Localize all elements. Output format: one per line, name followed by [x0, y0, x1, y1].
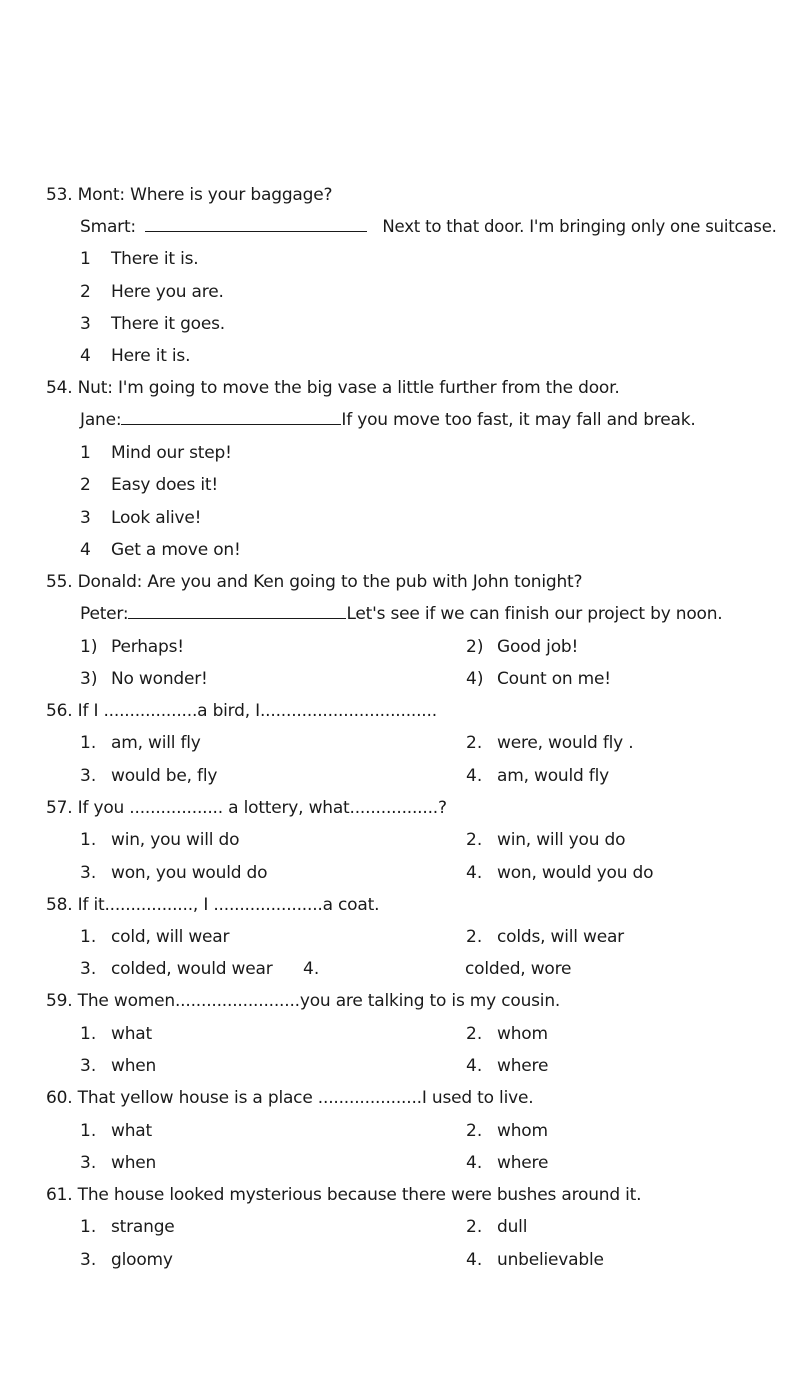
option-text: would be, fly: [111, 766, 218, 786]
option-number: 2.: [466, 1217, 483, 1237]
question-number: 57.: [46, 798, 73, 818]
option-text: won, would you do: [497, 863, 654, 883]
option-number: 1.: [80, 1024, 97, 1044]
option-text: strange: [111, 1217, 175, 1237]
option-number: 3.: [80, 766, 97, 786]
question-53-response: [80, 216, 777, 238]
option-number: 2.: [466, 830, 483, 850]
option-text: Good job!: [497, 637, 579, 657]
option-number: 2.: [466, 733, 483, 753]
question-number: 59.: [46, 991, 73, 1011]
question-text: Mont: Where is your baggage?: [77, 185, 333, 205]
question-number: 53.: [46, 185, 73, 205]
option-number: 3.: [80, 1250, 97, 1270]
option-number: 2): [466, 637, 484, 657]
question-58-stem: [46, 894, 379, 916]
speaker-label: Jane:: [80, 410, 122, 430]
option-text: There it goes.: [111, 314, 226, 334]
question-53-stem: [46, 184, 332, 206]
option-number: 2.: [466, 927, 483, 947]
option-text: Count on me!: [497, 669, 611, 689]
option-number: 1.: [80, 927, 97, 947]
question-number: 55.: [46, 572, 73, 592]
option-text: Here you are.: [111, 282, 224, 302]
option-number: 2.: [466, 1024, 483, 1044]
question-text: Donald: Are you and Ken going to the pub with John tonight?: [77, 572, 583, 592]
response-text: If you move too fast, it may fall and break.: [341, 410, 696, 430]
question-text: If I ..................a bird, I..................................: [77, 701, 437, 721]
option-text: were, would fly .: [497, 733, 634, 753]
option-number: 1.: [80, 1121, 97, 1141]
option-text: am, would fly: [497, 766, 609, 786]
option-text: what: [111, 1121, 152, 1141]
answer-blank: [128, 603, 346, 619]
option-text: whom: [497, 1024, 548, 1044]
question-59-stem: [46, 990, 560, 1012]
option-text: am, will fly: [111, 733, 201, 753]
question-number: 58.: [46, 895, 73, 915]
option-text: where: [497, 1056, 549, 1076]
option-text: Look alive!: [111, 508, 202, 528]
option-number: 2.: [466, 1121, 483, 1141]
option-text: No wonder!: [111, 669, 208, 689]
option-number: 4.: [466, 1056, 483, 1076]
option-text: gloomy: [111, 1250, 173, 1270]
option-number: 2: [80, 475, 91, 495]
option-number: 4: [80, 346, 91, 366]
question-text: If it................., I .....................a coat.: [77, 895, 380, 915]
response-text: Next to that door. I'm bringing only one suitcase.: [382, 217, 777, 236]
speaker-label: Peter:: [80, 604, 129, 624]
option-number: 3: [80, 508, 91, 528]
option-number: 1): [80, 637, 98, 657]
speaker-label: Smart:: [80, 217, 136, 237]
option-text: win, will you do: [497, 830, 626, 850]
option-number: 4.: [303, 959, 320, 979]
option-number: 4): [466, 669, 484, 689]
question-54-stem: [46, 377, 620, 399]
option-number: 3.: [80, 863, 97, 883]
question-text: That yellow house is a place ....................I used to live.: [77, 1088, 534, 1108]
response-text: Let's see if we can finish our project by noon.: [346, 604, 723, 624]
question-55-stem: [46, 571, 582, 593]
question-number: 61.: [46, 1185, 73, 1205]
option-text: what: [111, 1024, 152, 1044]
question-61-stem: [46, 1184, 641, 1206]
option-number: 3.: [80, 959, 97, 979]
option-number: 4: [80, 540, 91, 560]
question-number: 56.: [46, 701, 73, 721]
question-56-stem: [46, 700, 437, 722]
option-text: dull: [497, 1217, 528, 1237]
question-text: The women........................you are talking to is my cousin.: [77, 991, 561, 1011]
option-text: cold, will wear: [111, 927, 230, 947]
option-text: Easy does it!: [111, 475, 218, 495]
option-text: when: [111, 1153, 157, 1173]
option-text: Here it is.: [111, 346, 191, 366]
option-number: 2: [80, 282, 91, 302]
option-number: 1.: [80, 1217, 97, 1237]
question-number: 54.: [46, 378, 73, 398]
option-text: unbelievable: [497, 1250, 604, 1270]
question-text: If you .................. a lottery, what.................?: [77, 798, 447, 818]
option-text: where: [497, 1153, 549, 1173]
question-57-stem: [46, 797, 447, 819]
option-number: 4.: [466, 766, 483, 786]
option-number: 4.: [466, 1250, 483, 1270]
option-number: 4.: [466, 1153, 483, 1173]
option-text: Perhaps!: [111, 637, 184, 657]
option-text: colds, will wear: [497, 927, 624, 947]
question-text: The house looked mysterious because there were bushes around it.: [77, 1185, 642, 1205]
option-number: 1: [80, 249, 91, 269]
question-55-response: [80, 603, 723, 625]
option-text: colded, would wear: [111, 959, 273, 979]
answer-blank: [121, 409, 341, 425]
option-number: 3): [80, 669, 98, 689]
option-number: 1.: [80, 733, 97, 753]
option-number: 3: [80, 314, 91, 334]
option-text: whom: [497, 1121, 548, 1141]
option-text: Get a move on!: [111, 540, 241, 560]
option-text: when: [111, 1056, 157, 1076]
option-text: colded, wore: [465, 959, 572, 979]
option-number: 1.: [80, 830, 97, 850]
answer-blank: [145, 216, 367, 232]
question-number: 60.: [46, 1088, 73, 1108]
option-number: 3.: [80, 1056, 97, 1076]
option-text: win, you will do: [111, 830, 240, 850]
option-number: 1: [80, 443, 91, 463]
question-text: Nut: I'm going to move the big vase a little further from the door.: [77, 378, 620, 398]
question-60-stem: [46, 1087, 533, 1109]
question-54-response: [80, 409, 696, 431]
option-text: won, you would do: [111, 863, 268, 883]
option-text: There it is.: [111, 249, 199, 269]
option-number: 4.: [466, 863, 483, 883]
option-number: 3.: [80, 1153, 97, 1173]
option-text: Mind our step!: [111, 443, 232, 463]
